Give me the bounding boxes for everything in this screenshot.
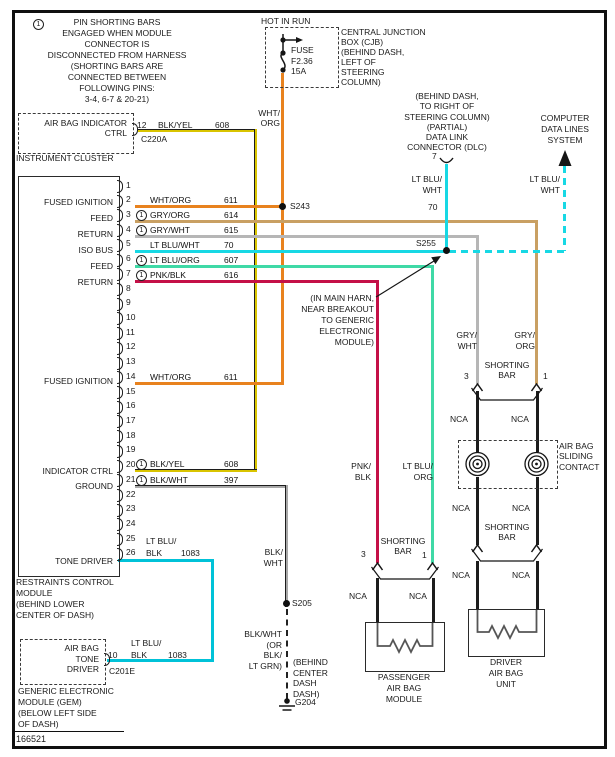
gem-wire-circuit: 1083: [168, 650, 187, 660]
wire-blk-wht-397-vert: [285, 485, 288, 607]
main-harn-annotation: (IN MAIN HARN, NEAR BREAKOUT TO GENERIC ELECTRONIC MODULE): [301, 293, 374, 347]
wire-name: GRY/ORG: [150, 210, 190, 220]
shorting-bar-driver-pin3: 3: [464, 371, 469, 381]
wire-pnk-blk-616-vert: [376, 280, 379, 563]
rcm-pin-number: 17: [126, 414, 136, 425]
wire-gry-org-614-vert: [535, 220, 538, 384]
wire-lt-blu-org-607-horiz: [135, 265, 434, 268]
footer-divider: [12, 731, 124, 732]
ground-g204-label: G204: [295, 697, 316, 707]
cluster-connector-id: C220A: [141, 134, 167, 144]
rcm-pin-number: 9: [126, 297, 131, 308]
wire-name: WHT/ORG: [150, 195, 192, 205]
air-bag-sliding-contact-label: AIR BAG SLIDING CONTACT: [559, 441, 600, 472]
gem-pin-number: 10: [108, 650, 118, 660]
wire-blk-yel-608-vert: [254, 129, 257, 471]
wire-nca-passenger-left: [376, 578, 379, 622]
gem-wire-name: LT BLU/ BLK: [131, 638, 162, 660]
nca-label: NCA: [349, 591, 367, 601]
wire-lt-blu-wht-70-dlc: [445, 164, 448, 252]
rcm-label-feed-1: FEED: [90, 213, 113, 223]
note-circle: 1: [136, 475, 147, 486]
rcm-label-fused-ignition-2: FUSED IGNITION: [44, 376, 113, 386]
rcm-pin-number: 11: [126, 326, 135, 337]
nca-label: NCA: [512, 503, 530, 513]
driver-air-bag-unit-label: DRIVER AIR BAG UNIT: [488, 657, 524, 689]
note-circle: 1: [136, 210, 147, 221]
nca-label: NCA: [409, 591, 427, 601]
cluster-pin-number: 12: [137, 120, 147, 130]
rcm-pin-number: 18: [126, 429, 136, 440]
rcm-pin-number: 10: [126, 311, 136, 322]
dlc-label: (BEHIND DASH, TO RIGHT OF STEERING COLUMN) (PARTIAL) DATA LINK CONNECTOR (DLC): [404, 91, 490, 153]
rcm-label-return-2: RETURN: [77, 277, 113, 287]
nca-label: NCA: [450, 414, 468, 424]
ground-wire-label: BLK/WHT (OR BLK/ LT GRN): [244, 629, 282, 671]
gry-wht-wire-label: GRY/ WHT: [456, 330, 477, 351]
wire-lt-blu-blk-1083-top: [118, 559, 214, 562]
rcm-pin-number: 6: [126, 253, 131, 264]
wire-circuit: 608: [224, 459, 239, 469]
wire-gry-org-614-horiz: [135, 220, 538, 223]
wire-circuit: 607: [224, 255, 239, 265]
nca-label: NCA: [452, 570, 470, 580]
tone-wire-circuit: 1083: [181, 548, 200, 558]
rcm-pin-number: 13: [126, 356, 136, 367]
rcm-label-tone-driver: TONE DRIVER: [55, 556, 113, 566]
wire-name: LT BLU/ORG: [150, 255, 200, 265]
wire-name: BLK/WHT: [150, 475, 188, 485]
rcm-pin-number: 2: [126, 194, 131, 205]
rcm-pin-number: 8: [126, 282, 131, 293]
wire-blk-yel-608-pin20: [135, 469, 257, 472]
nca-label: NCA: [512, 570, 530, 580]
passenger-air-bag-module-label: PASSENGER AIR BAG MODULE: [377, 672, 431, 704]
wire-nca-driver-lower-right: [536, 561, 539, 609]
shorting-bar-driver-lower-label: SHORTING BAR: [484, 522, 530, 542]
wire-name: LT BLU/WHT: [150, 240, 200, 250]
wire-gry-wht-615-vert: [476, 235, 479, 384]
rcm-pin-number: 12: [126, 341, 136, 352]
shorting-bar-driver-pin1: 1: [543, 371, 548, 381]
wht-org-wire-label: WHT/ ORG: [258, 108, 280, 128]
rcm-pin-number: 26: [126, 547, 136, 558]
nca-label: NCA: [511, 414, 529, 424]
note-circle: 1: [136, 225, 147, 236]
wire-circuit: 614: [224, 210, 239, 220]
ground-location-label: (BEHIND CENTER DASH DASH): [293, 657, 328, 699]
wire-lt-blu-wht-dashed-vert: [563, 166, 566, 251]
wire-lt-blu-org-607-vert: [431, 265, 434, 563]
passenger-air-bag-module-box: [365, 622, 445, 672]
wire-wht-org-611-pin14: [135, 382, 284, 385]
wire-blk-wht-dashed-ground: [286, 609, 288, 699]
wire-wht-org-611-pin2: [135, 205, 284, 208]
rcm-pin-number: 14: [126, 370, 136, 381]
rcm-pin-number: 15: [126, 385, 136, 396]
pnk-blk-wire-label: PNK/ BLK: [351, 461, 371, 482]
shorting-bar-passenger-pin3: 3: [361, 549, 366, 559]
shorting-bar-driver-upper-label: SHORTING BAR: [484, 360, 530, 380]
rcm-label-ground: GROUND: [75, 481, 113, 491]
dlc-wire-label: LT BLU/ WHT: [411, 174, 442, 195]
gry-org-wire-label: GRY/ ORG: [514, 330, 535, 351]
dlc-pin-number: 7: [432, 151, 437, 161]
wire-lt-blu-wht-dashed-horiz: [449, 250, 566, 253]
rcm-pin-number: 16: [126, 400, 136, 411]
instrument-cluster-caption: INSTRUMENT CLUSTER: [16, 153, 114, 163]
hot-in-run-label: HOT IN RUN: [261, 16, 311, 26]
wire-circuit: 611: [224, 372, 238, 382]
rcm-pin-number: 4: [126, 223, 131, 234]
rcm-pin-number: 20: [126, 459, 136, 470]
cluster-wire-circuit: 608: [215, 120, 230, 130]
rcm-pin-number: 21: [126, 473, 136, 484]
rcm-pin-number: 7: [126, 267, 131, 278]
rcm-pin-number: 5: [126, 238, 131, 249]
wire-circuit: 397: [224, 475, 239, 485]
driver-air-bag-unit-box: [468, 609, 545, 657]
cluster-wire-name: BLK/YEL: [158, 120, 193, 130]
splice-dot-s243: [279, 203, 286, 210]
shorting-bar-passenger-pin1: 1: [422, 550, 427, 560]
splice-dot-s205: [283, 600, 290, 607]
wire-circuit: 70: [224, 240, 234, 250]
wire-lt-blu-blk-1083-vert: [211, 559, 214, 662]
wire-pnk-blk-616-horiz: [135, 280, 378, 283]
gem-box: [20, 639, 106, 685]
wire-name: PNK/BLK: [150, 270, 186, 280]
wire-blk-wht-397-horiz: [135, 485, 288, 488]
fuse-label: FUSE F2.36 15A: [291, 45, 314, 76]
note-circle: 1: [136, 255, 147, 266]
gem-caption: GENERIC ELECTRONIC MODULE (GEM) (BELOW LEFT SIDE OF DASH): [18, 686, 114, 729]
rcm-pin-number: 25: [126, 532, 136, 543]
note-circle: 1: [136, 270, 147, 281]
note1-marker-circle: 1: [33, 19, 44, 30]
nca-label: NCA: [452, 503, 470, 513]
rcm-label-iso-bus: ISO BUS: [78, 245, 113, 255]
rcm-caption: RESTRAINTS CONTROL MODULE (BEHIND LOWER CENTER OF DASH): [16, 577, 114, 620]
wire-blk-yel-608-top: [138, 129, 257, 132]
rcm-label-fused-ignition-1: FUSED IGNITION: [44, 197, 113, 207]
rcm-pin-number: 23: [126, 503, 136, 514]
splice-s205-label: S205: [292, 598, 312, 608]
wire-name: GRY/WHT: [150, 225, 190, 235]
computer-wire-label: LT BLU/ WHT: [529, 174, 560, 195]
instrument-cluster-box: [18, 113, 134, 154]
note1-text: PIN SHORTING BARS ENGAGED WHEN MODULE CONNECTOR IS DISCONNECTED FROM HARNESS (SHORTING BARS ARE CONNECTED BETWEEN FOLLOWING PINS: 3-4, 6-7 & 20-21): [47, 17, 187, 104]
gem-connector-id: C201E: [109, 666, 135, 676]
diagram-id: 166521: [16, 734, 47, 744]
note-circle: 1: [136, 459, 147, 470]
splice-s255-label: S255: [416, 238, 436, 248]
wire-name: WHT/ORG: [150, 372, 192, 382]
splice-s243-label: S243: [290, 201, 310, 211]
wire-nca-passenger-right: [432, 578, 435, 622]
instrument-cluster-box-label: AIR BAG INDICATOR CTRL: [44, 118, 127, 138]
wire-circuit: 616: [224, 270, 239, 280]
tone-wire-name: LT BLU/ BLK: [146, 536, 177, 558]
cjb-label: CENTRAL JUNCTION BOX (CJB) (BEHIND DASH, LEFT OF STEERING COLUMN): [341, 27, 426, 87]
lt-blu-org-wire-label: LT BLU/ ORG: [402, 461, 433, 482]
wire-circuit: 615: [224, 225, 239, 235]
wire-circuit: 611: [224, 195, 238, 205]
rcm-pin-number: 22: [126, 488, 136, 499]
dlc-wire-circuit: 70: [428, 202, 438, 212]
wire-name: BLK/YEL: [150, 459, 185, 469]
wire-lt-blu-wht-70-horiz: [135, 250, 448, 253]
wire-nca-driver-lower-left: [476, 561, 479, 609]
computer-data-lines-label: COMPUTER DATA LINES SYSTEM: [540, 113, 590, 145]
rcm-pin-number: 3: [126, 208, 131, 219]
rcm-pin-number: 24: [126, 517, 136, 528]
splice-dot-s255: [443, 247, 450, 254]
rcm-label-feed-2: FEED: [90, 261, 113, 271]
rcm-label-return-1: RETURN: [77, 229, 113, 239]
rcm-label-indicator-ctrl: INDICATOR CTRL: [42, 466, 113, 476]
rcm-pin-number: 1: [126, 179, 131, 190]
rcm-pin-number: 19: [126, 444, 136, 455]
shorting-bar-passenger-label: SHORTING BAR: [380, 536, 426, 556]
blk-wht-wire-label: BLK/ WHT: [263, 547, 283, 568]
gem-box-label: AIR BAG TONE DRIVER: [64, 643, 99, 674]
air-bag-sliding-contact-box: [458, 440, 558, 489]
